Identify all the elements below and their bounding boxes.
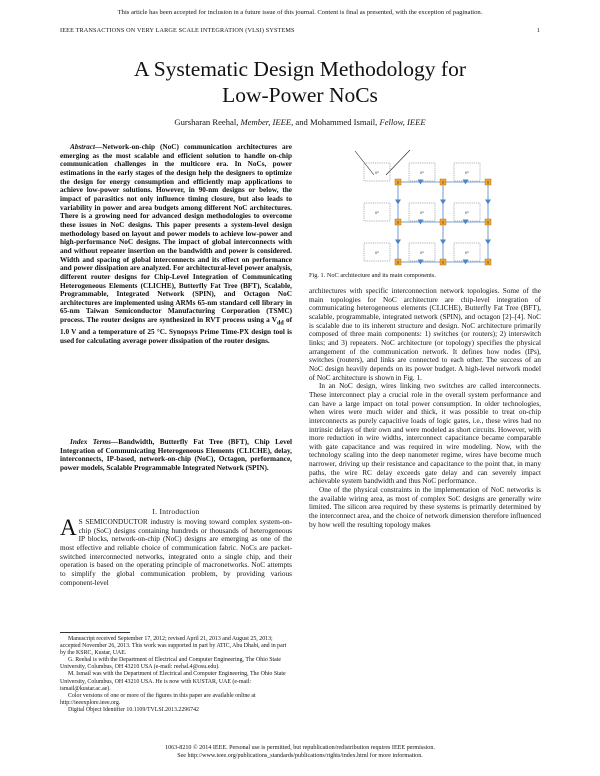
repeater-triangle [440,200,446,205]
ip-label: IP [420,210,424,215]
switch-label: S [441,260,445,265]
switch-label: S [441,180,445,185]
repeater-triangle [485,240,491,245]
footnotes [60,636,292,714]
footnote-author-2: M. Ismail was with the Department of Electrical and Computer Engineering, The Ohio State University, Columbus, OH 43210 USA. He is now with KUSTAR, UAE (e-mail: ismail@kustar.ac.ae). [60,671,286,692]
footnote-rule [60,632,130,633]
figure-caption: Fig. 1. NoC architecture and its main components. [309,272,436,279]
index-terms [60,438,292,473]
switch-label: S [396,260,400,265]
ip-label: IP [375,170,379,175]
acceptance-banner: This article has been accepted for inclusion in a future issue of this journal. Content is final as presented, with the exception of pagination. [117,9,483,16]
drop-cap: A [60,515,77,540]
author-2: and Mohammed Ismail, [295,117,378,127]
copyright-line-1: 1063-8210 © 2014 IEEE. Personal use is permitted, but republication/redistribution requires IEEE permission. [165,745,435,751]
section-heading-introduction: I. Introduction [152,507,200,516]
footnote-doi: Digital Object Identifier 10.1109/TVLSI.2013.2296742 [68,706,199,713]
ip-label: IP [375,250,379,255]
switch-label: S [441,220,445,225]
intro-text: industry is moving toward complex system-on-chip (SoC) designs containing hundreds or thousands of heterogeneous IP blocks, network-on-chip (NoC) designs are emerging as one of the most effective and reliable choice of communication fabric. NoCs are packet-switched interconnected networks, integrated onto a single chip, and their operation is based on the operating principle of macronetworks. NoC attempts to simplify the global communication problem, by providing various component-level [60,518,292,587]
author-1: Gursharan Reehal, [174,117,239,127]
ip-label: IP [375,210,379,215]
ip-label: IP [465,210,469,215]
abstract-text-tail: of 1.0 V and a temperature of 25 °C. Synopsys Prime Time-PX design tool is used for calculating average power dissipation of the router designs. [60,316,292,345]
abstract-label: Abstract— [70,143,103,151]
switch-label: S [396,180,400,185]
introduction-body [60,515,292,587]
running-head [60,27,540,34]
repeater-triangle [395,200,401,205]
repeater-triangle [440,240,446,245]
footnote-manuscript: Manuscript received September 17, 2012; revised April 21, 2013 and August 25, 2013; accepted November 26, 2013. This work was supported in part by ATIC, Abu Dhabi, and in part by the KSRC, Kustar, UAE. [60,636,287,657]
right-column-body [309,287,541,529]
paragraph-interconnects: In an NoC design, wires linking two switches are called interconnects. These interconnect play a crucial role in the overall system performance and can have a large impact on total power consumption. In older technologies, when wires were much wider and thick, it was possible to treat on-chip interconnects as purely capacitive loads of logic gates, i.e., these wires had no intrinsic delays of their own and were modeled as short circuits. However, with more reduction in wire widths, interconnect capacitance became comparable with gate capacitance and was required in wire modeling. Now, with the technology scaling into the deep nanometer regime, wires have become much narrower, driving up their resistance and capacitance to the point that, in many paths, the wire RC delay exceeds gate delay and can severely impact achievable system bandwidth and thus NoC performance. [309,382,541,486]
paragraph-wiring-area: One of the physical constraints in the implementation of NoC networks is the available wiring area, as most of complex SoC designs are generally wire limited. The silicon area required by these systems is primarily determined by the interconnect area, and the choice of network dimension therefore influenced by how well the resulting topology makes [309,486,541,529]
ip-label: IP [465,170,469,175]
intro-lead: S SEMICONDUCTOR [78,518,148,526]
paper-title [60,56,540,108]
author-2-role: Fellow, IEEE [379,117,426,127]
vdd-subscript: dd [277,320,284,327]
index-terms-label: Index Terms— [70,438,119,446]
abstract [60,143,292,346]
author-line [60,117,540,127]
repeater-triangle [395,240,401,245]
index-terms-text: Bandwidth, Butterfly Fat Tree (BFT), Chip Level Integration of Communicating Heterogeneous Elements (CLICHE), delay, interconnects, IP-based, network-on-chip (NoC), Octagon, performance, power models, Scalable Programmable Integrated Network (SPIN). [60,438,292,472]
journal-name: IEEE TRANSACTIONS ON VERY LARGE SCALE INTEGRATION (VLSI) SYSTEMS [60,27,295,34]
ip-blocks [364,163,480,261]
copyright-notice [60,745,540,760]
abstract-text: Network-on-chip (NoC) communication architectures are emerging as the most scalable and efficient solution to handle on-chip communication challenges in the multicore era. In NoCs, power estimations in the early stages of the design help the designers to optimize the design for energy consumption and efficiently map applications to achieve low-power solutions. However, in 90-nm designs or below, the impact of parasitics not only influence timing closure, but also leads to variability in power and area budgets among different NoC architectures. There is a growing need for advanced design methodologies to overcome these issues in NoC designs. This paper presents a system-level design methodology based on layout and power models to achieve low-power and high-performance NoC designs. The impact of global interconnects with and without repeater insertion on the bandwidth and power is considered. Width and spacing of global interconnects and its effect on performance and power dissipation are analyzed. For architectural-level power analysis, different router designs for Chip-Level Integration of Communicating Heterogeneous Elements (CLICHE), Butterfly Fat Tree (BFT), Scalable, Programmable, Integrated Network (SPIN), and Octagon NoC architectures are implemented using ARMs 65-nm standard cell library in 65-nm Taiwan Semiconductor Manufacturing Corporation (TSMC) process. The router designs are synthesized in RVT process using a V [60,143,292,325]
footnote-color: Color versions of one or more of the figures in this paper are available online at http://ieeexplore.ieee.org. [60,692,256,706]
repeater-triangle [485,200,491,205]
copyright-line-2: See http://www.ieee.org/publications_standards/publications/rights/index.html for more information. [177,752,423,759]
ip-label: IP [420,170,424,175]
ip-label: IP [465,250,469,255]
paragraph-topologies: architectures with specific interconnection network topologies. Some of the main topologies for NoC architecture are chip-level integration of communicating heterogeneous elements (CLICHE), Butterfly Fat Tree (BFT), scalable, programmable, integrated network (SPIN), and octagon [2]–[4]. NoC is scalable due to its inherent structure and design. NoC architecture primarily composed of three main components: 1) switches (or routers); 2) interswitch links; and 3) repeaters. NoC architecture (or topology) specifies the physical arrangement of the communication network. It defines how nodes (IPs), switches (routers), and links are connected to each other. The success of an NoC design heavily depends on its power budget. A high-level network model of NoC architecture is shown in Fig. 1. [309,287,541,382]
author-1-role: Member, IEEE, [240,117,294,127]
footnote-author-1: G. Reehal is with the Department of Electrical and Computer Engineering, The Ohio State University, Columbus, OH 43210 USA (e-mail: reehal.4@osu.edu). [60,657,282,671]
title-line-2: Low-Power NoCs [222,83,378,107]
ip-label: IP [420,250,424,255]
switch-label: S [396,220,400,225]
noc-architecture-figure [352,145,492,267]
page-number: 1 [536,27,540,34]
switch-label: S [486,260,490,265]
switch-label: S [486,220,490,225]
switch-label: S [486,180,490,185]
title-line-1: A Systematic Design Methodology for [133,57,467,81]
